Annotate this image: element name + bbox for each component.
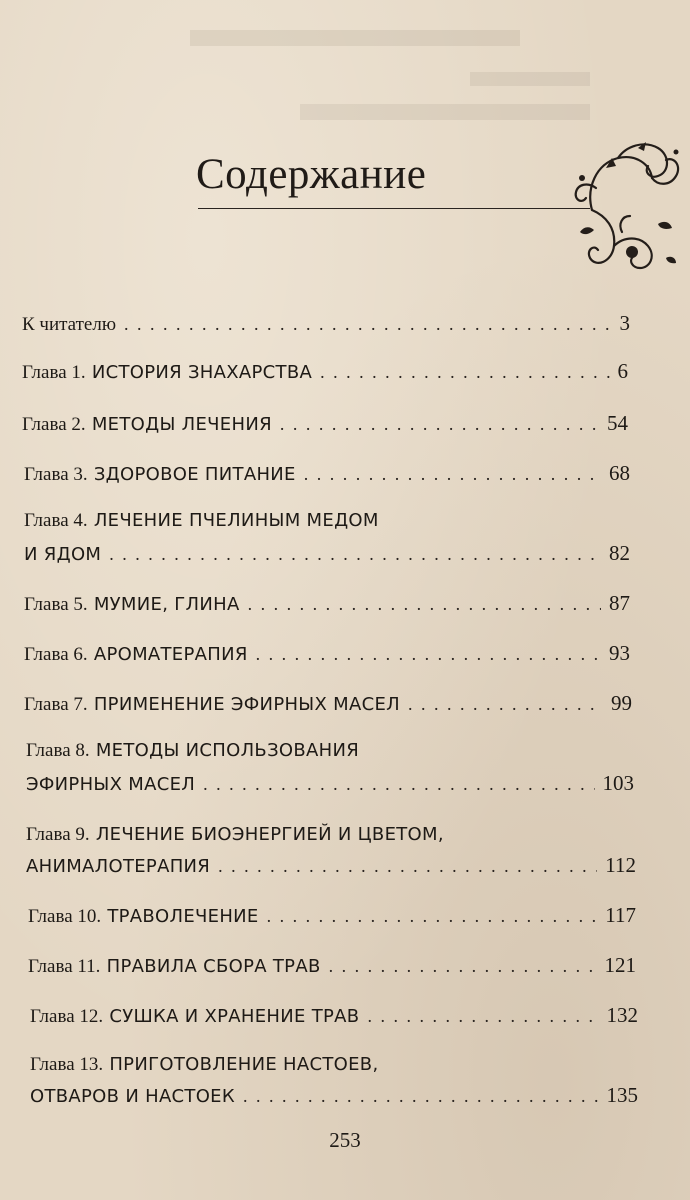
toc-entry-title: Глава 9. ЛЕЧЕНИЕ БИОЭНЕРГИЕЙ И ЦВЕТОМ, xyxy=(26,824,444,845)
toc-entry-title: Глава 5. МУМИЕ, ГЛИНА xyxy=(24,594,240,615)
leader-dots xyxy=(124,311,611,337)
toc-page-number: 132 xyxy=(606,1003,638,1027)
toc-entry-title: Глава 2. МЕТОДЫ ЛЕЧЕНИЯ xyxy=(22,414,272,435)
toc-page-number: 135 xyxy=(606,1083,638,1107)
leader-dots xyxy=(218,853,597,879)
toc-entry xyxy=(24,690,632,718)
toc-entry-title: Глава 3. ЗДОРОВОЕ ПИТАНИЕ xyxy=(24,464,296,485)
toc-entry xyxy=(24,460,630,488)
toc-entry xyxy=(26,770,634,798)
toc-entry-title: Глава 11. ПРАВИЛА СБОРА ТРАВ xyxy=(28,956,321,977)
toc-entry xyxy=(26,852,636,880)
leader-dots xyxy=(109,541,601,567)
leader-dots xyxy=(243,1083,599,1109)
toc-entry xyxy=(28,952,636,980)
toc-entry-title: Глава 10. ТРАВОЛЕЧЕНИЕ xyxy=(28,906,259,927)
leader-dots xyxy=(267,903,598,929)
toc-entry-title-cont: ЭФИРНЫХ МАСЕЛ xyxy=(26,774,196,795)
toc-page-number: 112 xyxy=(605,853,636,877)
toc-page-number: 103 xyxy=(602,771,634,795)
toc-entry xyxy=(24,590,630,618)
toc-page-number: 54 xyxy=(607,411,628,435)
toc-page-number: 3 xyxy=(619,311,630,335)
toc-page-number: 93 xyxy=(609,641,630,665)
toc-page-number: 82 xyxy=(609,541,630,565)
leader-dots xyxy=(248,591,601,617)
toc-entry xyxy=(22,310,630,338)
toc-entry-title: Глава 13. ПРИГОТОВЛЕНИЕ НАСТОЕВ, xyxy=(30,1054,379,1075)
leader-dots xyxy=(256,641,601,667)
toc-entry-title-cont: И ЯДОМ xyxy=(24,544,102,565)
leader-dots xyxy=(320,359,609,385)
toc-entry-title-cont: ОТВАРОВ И НАСТОЕК xyxy=(30,1086,235,1107)
toc-entry xyxy=(24,640,630,668)
leader-dots xyxy=(408,691,603,717)
toc-entry-title: Глава 1. ИСТОРИЯ ЗНАХАРСТВА xyxy=(22,362,313,383)
leader-dots xyxy=(329,953,597,979)
leader-dots xyxy=(203,771,594,797)
page-number: 253 xyxy=(329,1128,361,1152)
toc-entry xyxy=(30,1082,638,1110)
toc-page-number: 87 xyxy=(609,591,630,615)
toc-entry-title: Глава 7. ПРИМЕНЕНИЕ ЭФИРНЫХ МАСЕЛ xyxy=(24,694,400,715)
toc-page-number: 117 xyxy=(605,903,636,927)
toc-page-number: 68 xyxy=(609,461,630,485)
toc-entry xyxy=(28,902,636,930)
toc-entry xyxy=(22,358,628,386)
leader-dots xyxy=(280,411,599,437)
toc-entry xyxy=(22,410,628,438)
toc-entry xyxy=(24,540,630,568)
leader-dots xyxy=(304,461,601,487)
toc-page-number: 99 xyxy=(611,691,632,715)
toc-entry-title: К читателю xyxy=(22,314,117,335)
toc-entry-title: Глава 6. АРОМАТЕРАПИЯ xyxy=(24,644,248,665)
toc-entry xyxy=(30,1002,638,1030)
toc-page-number: 121 xyxy=(604,953,636,977)
toc-entry-title: Глава 12. СУШКА И ХРАНЕНИЕ ТРАВ xyxy=(30,1006,360,1027)
toc-page-number: 6 xyxy=(617,359,628,383)
toc-entry-title: Глава 4. ЛЕЧЕНИЕ ПЧЕЛИНЫМ МЕДОМ xyxy=(24,510,379,531)
toc-entry-title: Глава 8. МЕТОДЫ ИСПОЛЬЗОВАНИЯ xyxy=(26,740,360,761)
leader-dots xyxy=(367,1003,598,1029)
toc-entry-title-cont: АНИМАЛОТЕРАПИЯ xyxy=(26,856,211,877)
page-title: Содержание xyxy=(196,151,427,198)
